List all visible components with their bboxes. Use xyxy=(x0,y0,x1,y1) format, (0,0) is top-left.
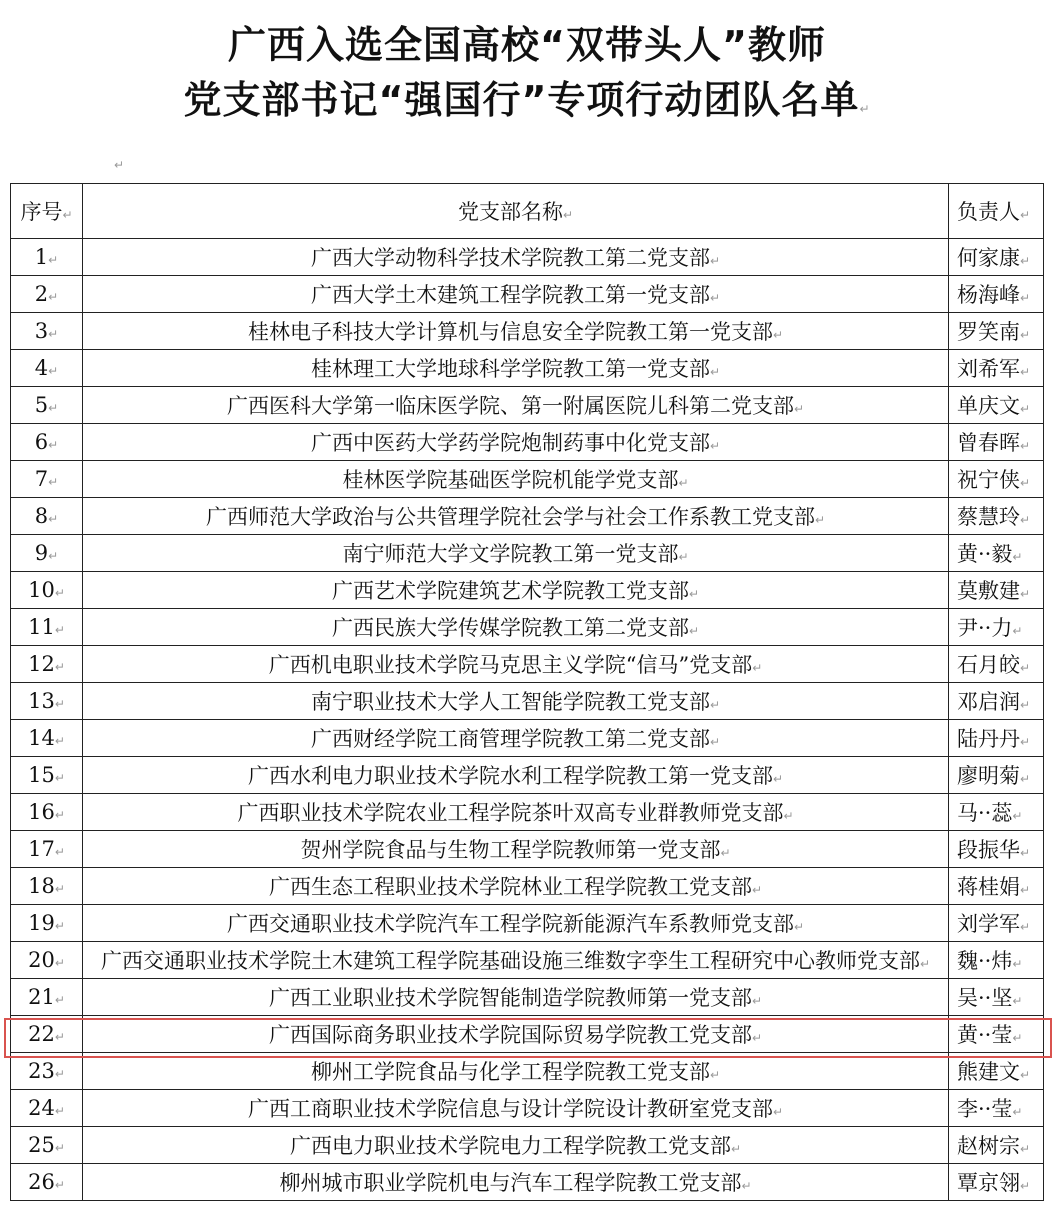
row-number: 12↵ xyxy=(11,646,83,683)
paragraph-mark: ↵ xyxy=(54,919,65,933)
paragraph-mark: ↵ xyxy=(730,1142,742,1156)
paragraph-mark: ↵ xyxy=(48,549,59,563)
leader-name: 马··蕊↵ xyxy=(949,794,1044,831)
team-list-table xyxy=(10,183,1044,1201)
paragraph-mark: ↵ xyxy=(54,845,65,859)
branch-name: 广西职业技术学院农业工程学院茶叶双高专业群教师党支部↵ xyxy=(83,794,949,831)
paragraph-mark: ↵ xyxy=(1012,994,1023,1008)
row-number: 22↵ xyxy=(11,1016,83,1053)
leader-name: 熊建文↵ xyxy=(949,1053,1044,1090)
paragraph-mark: ↵ xyxy=(1020,846,1031,860)
branch-name: 广西民族大学传媒学院教工第二党支部↵ xyxy=(83,609,949,646)
branch-name: 南宁职业技术大学人工智能学院教工党支部↵ xyxy=(83,683,949,720)
paragraph-mark: ↵ xyxy=(1020,402,1031,416)
paragraph-mark: ↵ xyxy=(709,291,721,305)
row-number: 11↵ xyxy=(11,609,83,646)
table-row xyxy=(11,831,1044,868)
branch-name: 广西中医药大学药学院炮制药事中化党支部↵ xyxy=(83,424,949,461)
paragraph-mark: ↵ xyxy=(54,660,65,674)
paragraph-mark: ↵ xyxy=(1020,883,1031,897)
paragraph-mark: ↵ xyxy=(1020,291,1031,305)
paragraph-mark: ↵ xyxy=(54,882,65,896)
paragraph-mark: ↵ xyxy=(54,1178,65,1192)
header-leader: 负责人↵ xyxy=(949,184,1044,239)
paragraph-mark: ↵ xyxy=(48,327,59,341)
paragraph-mark: ↵ xyxy=(1020,1142,1031,1156)
paragraph-mark: ↵ xyxy=(1020,920,1031,934)
paragraph-mark: ↵ xyxy=(783,809,794,823)
branch-name: 桂林电子科技大学计算机与信息安全学院教工第一党支部↵ xyxy=(83,313,949,350)
table-row xyxy=(11,757,1044,794)
paragraph-mark: ↵ xyxy=(709,254,721,268)
paragraph-mark: ↵ xyxy=(1020,476,1031,490)
branch-name: 广西水利电力职业技术学院水利工程学院教工第一党支部↵ xyxy=(83,757,949,794)
leader-name: 李··莹↵ xyxy=(949,1090,1044,1127)
table-row xyxy=(11,720,1044,757)
table-row xyxy=(11,1053,1044,1090)
branch-name: 广西交通职业技术学院汽车工程学院新能源汽车系教师党支部↵ xyxy=(83,905,949,942)
branch-name: 广西机电职业技术学院马克思主义学院“信马”党支部↵ xyxy=(83,646,949,683)
leader-name: 陆丹丹↵ xyxy=(949,720,1044,757)
paragraph-mark: ↵ xyxy=(678,550,689,564)
paragraph-mark: ↵ xyxy=(54,956,65,970)
table-row xyxy=(11,868,1044,905)
paragraph-mark: ↵ xyxy=(1020,254,1031,268)
branch-name: 广西师范大学政治与公共管理学院社会学与社会工作系教工党支部↵ xyxy=(83,498,949,535)
table-row xyxy=(11,535,1044,572)
row-number: 10↵ xyxy=(11,572,83,609)
leader-name: 单庆文↵ xyxy=(949,387,1044,424)
paragraph-mark: ↵ xyxy=(1020,772,1031,786)
paragraph-mark: ↵ xyxy=(1020,698,1031,712)
branch-name: 桂林理工大学地球科学学院教工第一党支部↵ xyxy=(83,350,949,387)
row-number: 21↵ xyxy=(11,979,83,1016)
row-number: 23↵ xyxy=(11,1053,83,1090)
branch-name: 广西工商职业技术学院信息与设计学院设计教研室党支部↵ xyxy=(83,1090,949,1127)
row-number: 1↵ xyxy=(11,239,83,276)
paragraph-mark: ↵ xyxy=(1012,550,1023,564)
table-row xyxy=(11,239,1044,276)
leader-name: 祝宁侠↵ xyxy=(949,461,1044,498)
paragraph-mark: ↵ xyxy=(772,328,784,342)
paragraph-mark: ↵ xyxy=(772,1105,784,1119)
leader-name: 蔡慧玲↵ xyxy=(949,498,1044,535)
table-row xyxy=(11,498,1044,535)
row-number: 24↵ xyxy=(11,1090,83,1127)
leader-name: 魏··炜↵ xyxy=(949,942,1044,979)
table-row xyxy=(11,979,1044,1016)
paragraph-mark: ↵ xyxy=(48,401,59,415)
paragraph-mark: ↵ xyxy=(1012,624,1023,638)
leader-name: 吴··坚↵ xyxy=(949,979,1044,1016)
row-number: 7↵ xyxy=(11,461,83,498)
paragraph-mark: ↵ xyxy=(751,883,763,897)
table-row xyxy=(11,1016,1044,1053)
paragraph-mark: ↵ xyxy=(752,661,763,675)
table-row xyxy=(11,313,1044,350)
row-number: 20↵ xyxy=(11,942,83,979)
title-line-2 xyxy=(0,77,1054,132)
paragraph-mark: ↵ xyxy=(688,587,700,601)
paragraph-mark: ↵ xyxy=(688,624,700,638)
paragraph-mark: ↵ xyxy=(709,1068,721,1082)
table-row xyxy=(11,387,1044,424)
row-number: 13↵ xyxy=(11,683,83,720)
paragraph-mark: ↵ xyxy=(54,623,65,637)
leader-name: 杨海峰↵ xyxy=(949,276,1044,313)
paragraph-mark: ↵ xyxy=(709,365,721,379)
table-row xyxy=(11,794,1044,831)
table-row xyxy=(11,1164,1044,1201)
table-row xyxy=(11,1090,1044,1127)
row-number: 5↵ xyxy=(11,387,83,424)
branch-name: 柳州城市职业学院机电与汽车工程学院教工党支部↵ xyxy=(83,1164,949,1201)
paragraph-mark: ↵ xyxy=(793,402,805,416)
table-body xyxy=(11,239,1044,1201)
paragraph-mark: ↵ xyxy=(54,808,65,822)
branch-name: 广西艺术学院建筑艺术学院教工党支部↵ xyxy=(83,572,949,609)
paragraph-mark: ↵ xyxy=(751,994,763,1008)
branch-name: 广西财经学院工商管理学院教工第二党支部↵ xyxy=(83,720,949,757)
row-number: 6↵ xyxy=(11,424,83,461)
paragraph-mark: ↵ xyxy=(793,920,805,934)
row-number: 3↵ xyxy=(11,313,83,350)
row-number: 9↵ xyxy=(11,535,83,572)
leader-name: 莫敷建↵ xyxy=(949,572,1044,609)
paragraph-mark: ↵ xyxy=(1020,587,1031,601)
paragraph-mark: ↵ xyxy=(54,586,65,600)
title-line-1-text: 广西入选全国高校“双带头人”教师 xyxy=(228,23,826,67)
paragraph-mark: ↵ xyxy=(1020,328,1031,342)
paragraph-mark: ↵ xyxy=(1020,513,1031,527)
branch-name: 广西国际商务职业技术学院国际贸易学院教工党支部↵ xyxy=(83,1016,949,1053)
paragraph-mark: ↵ xyxy=(1020,661,1031,675)
paragraph-mark: ↵ xyxy=(1020,735,1031,749)
branch-name: 广西工业职业技术学院智能制造学院教师第一党支部↵ xyxy=(83,979,949,1016)
paragraph-mark: ↵ xyxy=(54,1104,65,1118)
paragraph-mark: ↵ xyxy=(1012,1105,1023,1119)
table-row xyxy=(11,276,1044,313)
leader-name: 石月皎↵ xyxy=(949,646,1044,683)
paragraph-mark: ↵ xyxy=(48,475,59,489)
leader-name: 廖明菊↵ xyxy=(949,757,1044,794)
leader-name: 段振华↵ xyxy=(949,831,1044,868)
paragraph-mark: ↵ xyxy=(1020,365,1031,379)
paragraph-mark: ↵ xyxy=(54,734,65,748)
paragraph-mark: ↵ xyxy=(54,1141,65,1155)
leader-name: 赵树宗↵ xyxy=(949,1127,1044,1164)
header-branch: 党支部名称↵ xyxy=(83,184,949,239)
row-number: 15↵ xyxy=(11,757,83,794)
leader-name: 尹··力↵ xyxy=(949,609,1044,646)
paragraph-mark: ↵ xyxy=(1020,439,1031,453)
paragraph-mark: ↵ xyxy=(751,1031,763,1045)
title-line-1 xyxy=(0,22,1054,68)
branch-name: 柳州工学院食品与化学工程学院教工党支部↵ xyxy=(83,1053,949,1090)
paragraph-mark: ↵ xyxy=(54,697,65,711)
paragraph-mark: ↵ xyxy=(54,1067,65,1081)
paragraph-mark: ↵ xyxy=(814,513,826,527)
row-number: 18↵ xyxy=(11,868,83,905)
paragraph-mark: ↵ xyxy=(48,512,59,526)
table-row xyxy=(11,646,1044,683)
paragraph-mark: ↵ xyxy=(709,439,721,453)
branch-name: 广西生态工程职业技术学院林业工程学院教工党支部↵ xyxy=(83,868,949,905)
leader-name: 何家康↵ xyxy=(949,239,1044,276)
table-row xyxy=(11,609,1044,646)
row-number: 25↵ xyxy=(11,1127,83,1164)
table-row xyxy=(11,424,1044,461)
table-row xyxy=(11,905,1044,942)
branch-name: 广西大学动物科学技术学院教工第二党支部↵ xyxy=(83,239,949,276)
paragraph-mark: ↵ xyxy=(709,735,721,749)
table-row xyxy=(11,350,1044,387)
table-row xyxy=(11,461,1044,498)
table-row xyxy=(11,942,1044,979)
table-row xyxy=(11,572,1044,609)
paragraph-mark: ↵ xyxy=(54,771,65,785)
paragraph-mark: ↵ xyxy=(48,364,59,378)
paragraph-mark: ↵ xyxy=(919,957,931,971)
leader-name: 邓启润↵ xyxy=(949,683,1044,720)
paragraph-mark: ↵ xyxy=(48,253,59,267)
branch-name: 广西医科大学第一临床医学院、第一附属医院儿科第二党支部↵ xyxy=(83,387,949,424)
leader-name: 黄··莹↵ xyxy=(949,1016,1044,1053)
leader-name: 刘学军↵ xyxy=(949,905,1044,942)
leader-name: 罗笑南↵ xyxy=(949,313,1044,350)
paragraph-mark: ↵ xyxy=(678,476,689,490)
header-no: 序号↵ xyxy=(11,184,83,239)
paragraph-mark: ↵ xyxy=(48,438,59,452)
row-number: 17↵ xyxy=(11,831,83,868)
paragraph-mark: ↵ xyxy=(1012,957,1023,971)
paragraph-mark: ↵ xyxy=(772,772,784,786)
leader-name: 黄··毅↵ xyxy=(949,535,1044,572)
branch-name: 南宁师范大学文学院教工第一党支部↵ xyxy=(83,535,949,572)
paragraph-mark: ↵ xyxy=(709,698,721,712)
branch-name: 广西交通职业技术学院土木建筑工程学院基础设施三维数字孪生工程研究中心教师党支部↵ xyxy=(83,942,949,979)
leader-name: 蒋桂娟↵ xyxy=(949,868,1044,905)
paragraph-mark: ↵ xyxy=(1012,809,1023,823)
paragraph-mark: ↵ xyxy=(114,158,125,172)
paragraph-mark: ↵ xyxy=(859,102,871,116)
row-number: 14↵ xyxy=(11,720,83,757)
table-header-row xyxy=(11,184,1044,239)
paragraph-mark: ↵ xyxy=(48,290,59,304)
branch-name: 桂林医学院基础医学院机能学党支部↵ xyxy=(83,461,949,498)
leader-name: 刘希军↵ xyxy=(949,350,1044,387)
branch-name: 广西电力职业技术学院电力工程学院教工党支部↵ xyxy=(83,1127,949,1164)
leader-name: 曾春晖↵ xyxy=(949,424,1044,461)
paragraph-mark: ↵ xyxy=(54,993,65,1007)
branch-name: 贺州学院食品与生物工程学院教师第一党支部↵ xyxy=(83,831,949,868)
row-number: 16↵ xyxy=(11,794,83,831)
paragraph-mark: ↵ xyxy=(1020,1068,1031,1082)
row-number: 26↵ xyxy=(11,1164,83,1201)
table-row xyxy=(11,683,1044,720)
table-row xyxy=(11,1127,1044,1164)
row-number: 19↵ xyxy=(11,905,83,942)
title-line-2-text: 党支部书记“强国行”专项行动团队名单 xyxy=(183,78,860,122)
branch-name: 广西大学土木建筑工程学院教工第一党支部↵ xyxy=(83,276,949,313)
leader-name: 覃京翎↵ xyxy=(949,1164,1044,1201)
row-number: 2↵ xyxy=(11,276,83,313)
paragraph-mark: ↵ xyxy=(741,1179,752,1193)
row-number: 8↵ xyxy=(11,498,83,535)
row-number: 4↵ xyxy=(11,350,83,387)
paragraph-mark: ↵ xyxy=(720,846,731,860)
paragraph-mark: ↵ xyxy=(54,1030,65,1044)
paragraph-mark: ↵ xyxy=(1012,1031,1023,1045)
paragraph-mark: ↵ xyxy=(1020,1179,1031,1193)
